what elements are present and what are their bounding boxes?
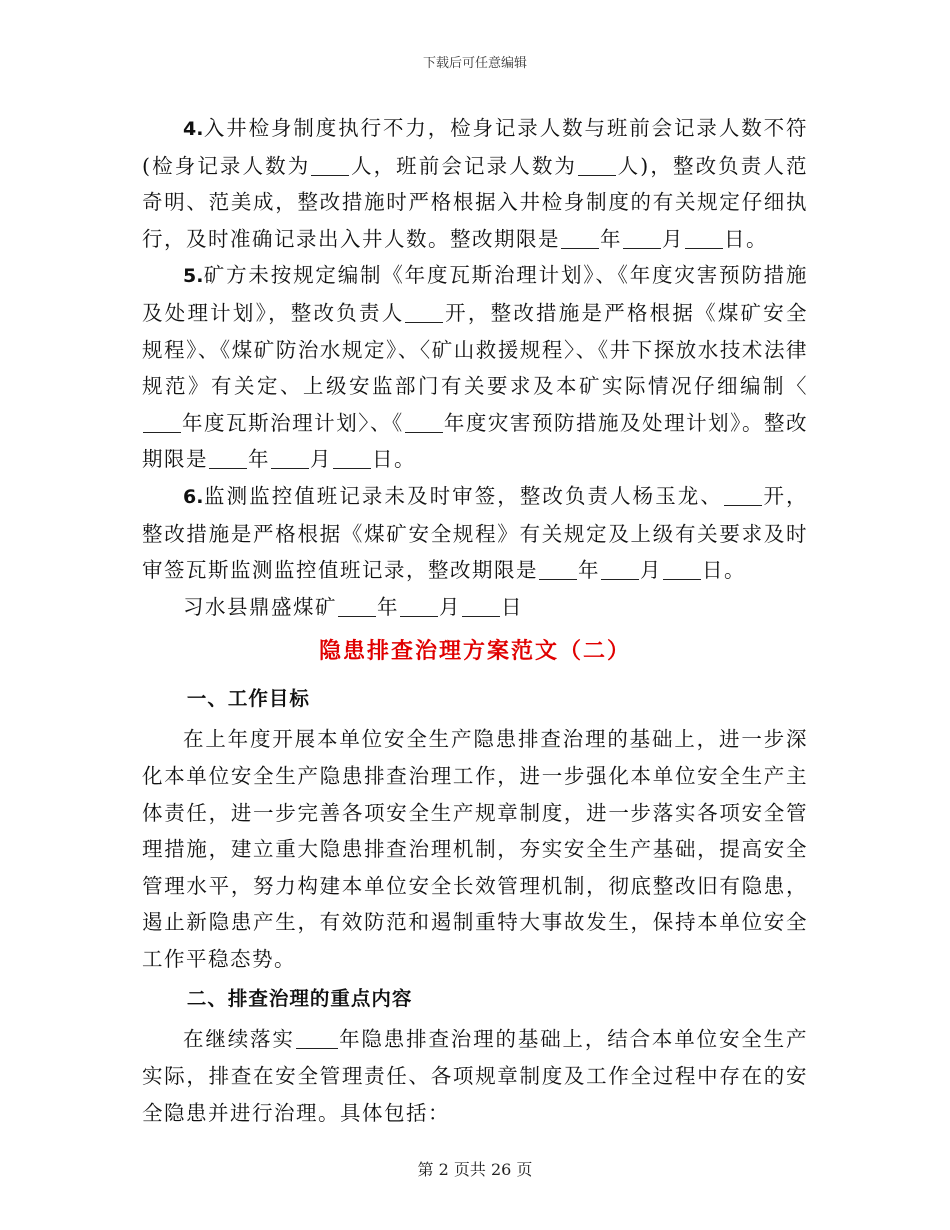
blank (462, 595, 500, 617)
signature-line: 习水县鼎盛煤矿 年 月 日 (183, 594, 523, 619)
blank (400, 595, 438, 617)
section-title: 隐患排查治理方案范文（二） (318, 639, 631, 665)
blank (209, 448, 247, 470)
paragraph-key-content: 在继续落实 年隐患排查治理的基础上，结合本单位安全生产实际，排查在安全管理责任、各项规章制度及工作全过程中存在的安全隐患并进行治理。具体包括： (142, 1027, 809, 1125)
document-body (142, 110, 808, 1131)
blank (685, 227, 723, 249)
blank (623, 227, 661, 249)
heading-work-goal: 一、工作目标 (186, 687, 310, 711)
item-number: 6. (183, 485, 204, 508)
blank (311, 154, 349, 176)
blank (143, 411, 181, 433)
item-4: 4.入井检身制度执行不力，检身记录人数与班前会记录人数不符(检身记录人数为 人，班前会记录人数为 人)，整改负责人范奇明、范美成，整改措施时严格根据入井检身制度的有关规定仔细执行，及时准确记录出入井人数。整改期限是 年 月 日。 (142, 116, 809, 251)
heading-key-content: 二、排查治理的重点内容 (186, 987, 413, 1011)
blank (724, 484, 762, 506)
blank (296, 1028, 338, 1050)
blank (561, 227, 599, 249)
blank (539, 559, 577, 581)
blank (333, 448, 371, 470)
item-5: 5.矿方未按规定编制《年度瓦斯治理计划》、《年度灾害预防措施及处理计划》，整改负责人 开，整改措施是严格根据《煤矿安全规程》、《煤矿防治水规定》、〈矿山救援规程〉、《井下探放水技术法律规范》有关定、上级安监部门有关要求及本矿实际情况仔细编制〈年度瓦斯治理计划〉、《 年度灾害预防措施及处理计划》。整改期限是 年 月 日。 (142, 263, 809, 472)
page-footer: 第 2 页共 26 页 (417, 1160, 533, 1179)
blank (578, 154, 616, 176)
blank (601, 559, 639, 581)
item-number: 4. (183, 118, 204, 140)
blank (405, 301, 443, 323)
item-number: 5. (183, 265, 204, 288)
blank (663, 559, 701, 581)
page-header: 下载后可任意编辑 (422, 56, 527, 71)
blank (405, 411, 443, 433)
item-6: 6.监测监控值班记录未及时审签，整改负责人杨玉龙、 开，整改措施是严格根据《煤矿安全规程》有关规定及上级有关要求及时审签瓦斯监测监控值班记录，整改期限是 年 月 日。 (142, 483, 809, 583)
paragraph-work-goal: 在上年度开展本单位安全生产隐患排查治理的基础上，进一步深化本单位安全生产隐患排查治理工作，进一步强化本单位安全生产主体责任，进一步完善各项安全生产规章制度，进一步落实各项安全管理措施，建立重大隐患排查治理机制，夯实安全生产基础，提高安全管理水平，努力构建本单位安全长效管理机制，彻底整改旧有隐患，遏止新隐患产生，有效防范和遏制重特大事故发生，保持本单位安全工作平稳态势。 (142, 727, 808, 971)
blank (338, 595, 376, 617)
blank (271, 448, 309, 470)
